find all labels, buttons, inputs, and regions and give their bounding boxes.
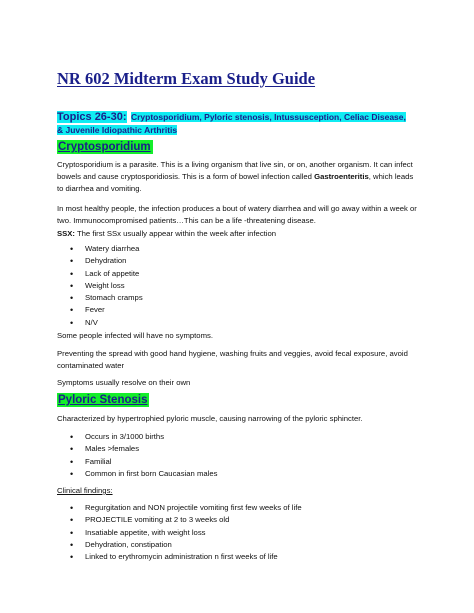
crypto-intro-end: , which leads to diarrhea and vomiting.: [57, 172, 414, 194]
crypto-intro-text: Cryptosporidium is a parasite. This is a living organism that live sin, or on, another organism. It can infect bowels and cause cryptosporidiosis. This is a form of bowel infection called: [57, 160, 413, 182]
clinical-findings-label: Clinical findings:: [57, 486, 113, 495]
crypto-paragraph-4: Some people infected will have no symptoms.: [57, 331, 213, 340]
pyloric-heading: Pyloric Stenosis: [58, 394, 148, 406]
crypto-paragraph-5: Preventing the spread with good hand hygiene, washing fruits and veggies, avoid fecal exposure, avoid contaminated water: [57, 349, 408, 371]
list-item: • Lack of appetite: [57, 268, 143, 280]
crypto-ssx: [57, 228, 417, 240]
document-title: NR 602 Midterm Exam Study Guide: [57, 69, 316, 88]
crypto-heading: Cryptosporidium: [58, 141, 151, 153]
topics-label: Topics 26-30:: [57, 111, 127, 123]
list-item: • Linked to erythromycin administration n first weeks of life: [57, 551, 302, 563]
ssx-text: The first SSx usually appear within the week after infection: [74, 229, 277, 238]
topics-line: [57, 110, 407, 136]
list-item: • Insatiable appetite, with weight loss: [57, 527, 302, 539]
pyloric-intro: Characterized by hypertrophied pyloric muscle, causing narrowing of the pyloric sphincter.: [57, 414, 363, 423]
list-item: • PROJECTILE vomiting at 2 to 3 weeks old: [57, 514, 302, 526]
list-item: • N/V: [57, 317, 143, 329]
symptoms-list: [57, 243, 143, 329]
list-item: • Watery diarrhea: [57, 243, 143, 255]
crypto-paragraph-2: In most healthy people, the infection produces a bout of watery diarrhea and will go away within a week or two. Immunocompromised patients…This can be a life -threatening disease.: [57, 204, 417, 226]
list-item: • Dehydration, constipation: [57, 539, 302, 551]
crypto-paragraph-6: Symptoms usually resolve on their own: [57, 378, 191, 387]
list-item: • Common in first born Caucasian males: [57, 468, 217, 480]
list-item: • Dehydration: [57, 255, 143, 267]
crypto-intro-bold: Gastroenteritis: [314, 172, 369, 182]
crypto-intro: [57, 159, 417, 196]
list-item: • Weight loss: [57, 280, 143, 292]
pyloric-facts-list: [57, 431, 217, 480]
ssx-label: SSX:: [57, 229, 75, 238]
clinical-findings-list: [57, 502, 302, 563]
list-item: • Stomach cramps: [57, 292, 143, 304]
list-item: • Familial: [57, 456, 217, 468]
list-item: • Occurs in 3/1000 births: [57, 431, 217, 443]
list-item: • Males >females: [57, 443, 217, 455]
topics-list: Cryptosporidium, Pyloric stenosis, Intussusception, Celiac Disease, & Juvenile Idiopathic Arthritis: [57, 112, 406, 135]
list-item: • Regurgitation and NON projectile vomiting first few weeks of life: [57, 502, 302, 514]
list-item: • Fever: [57, 304, 143, 316]
